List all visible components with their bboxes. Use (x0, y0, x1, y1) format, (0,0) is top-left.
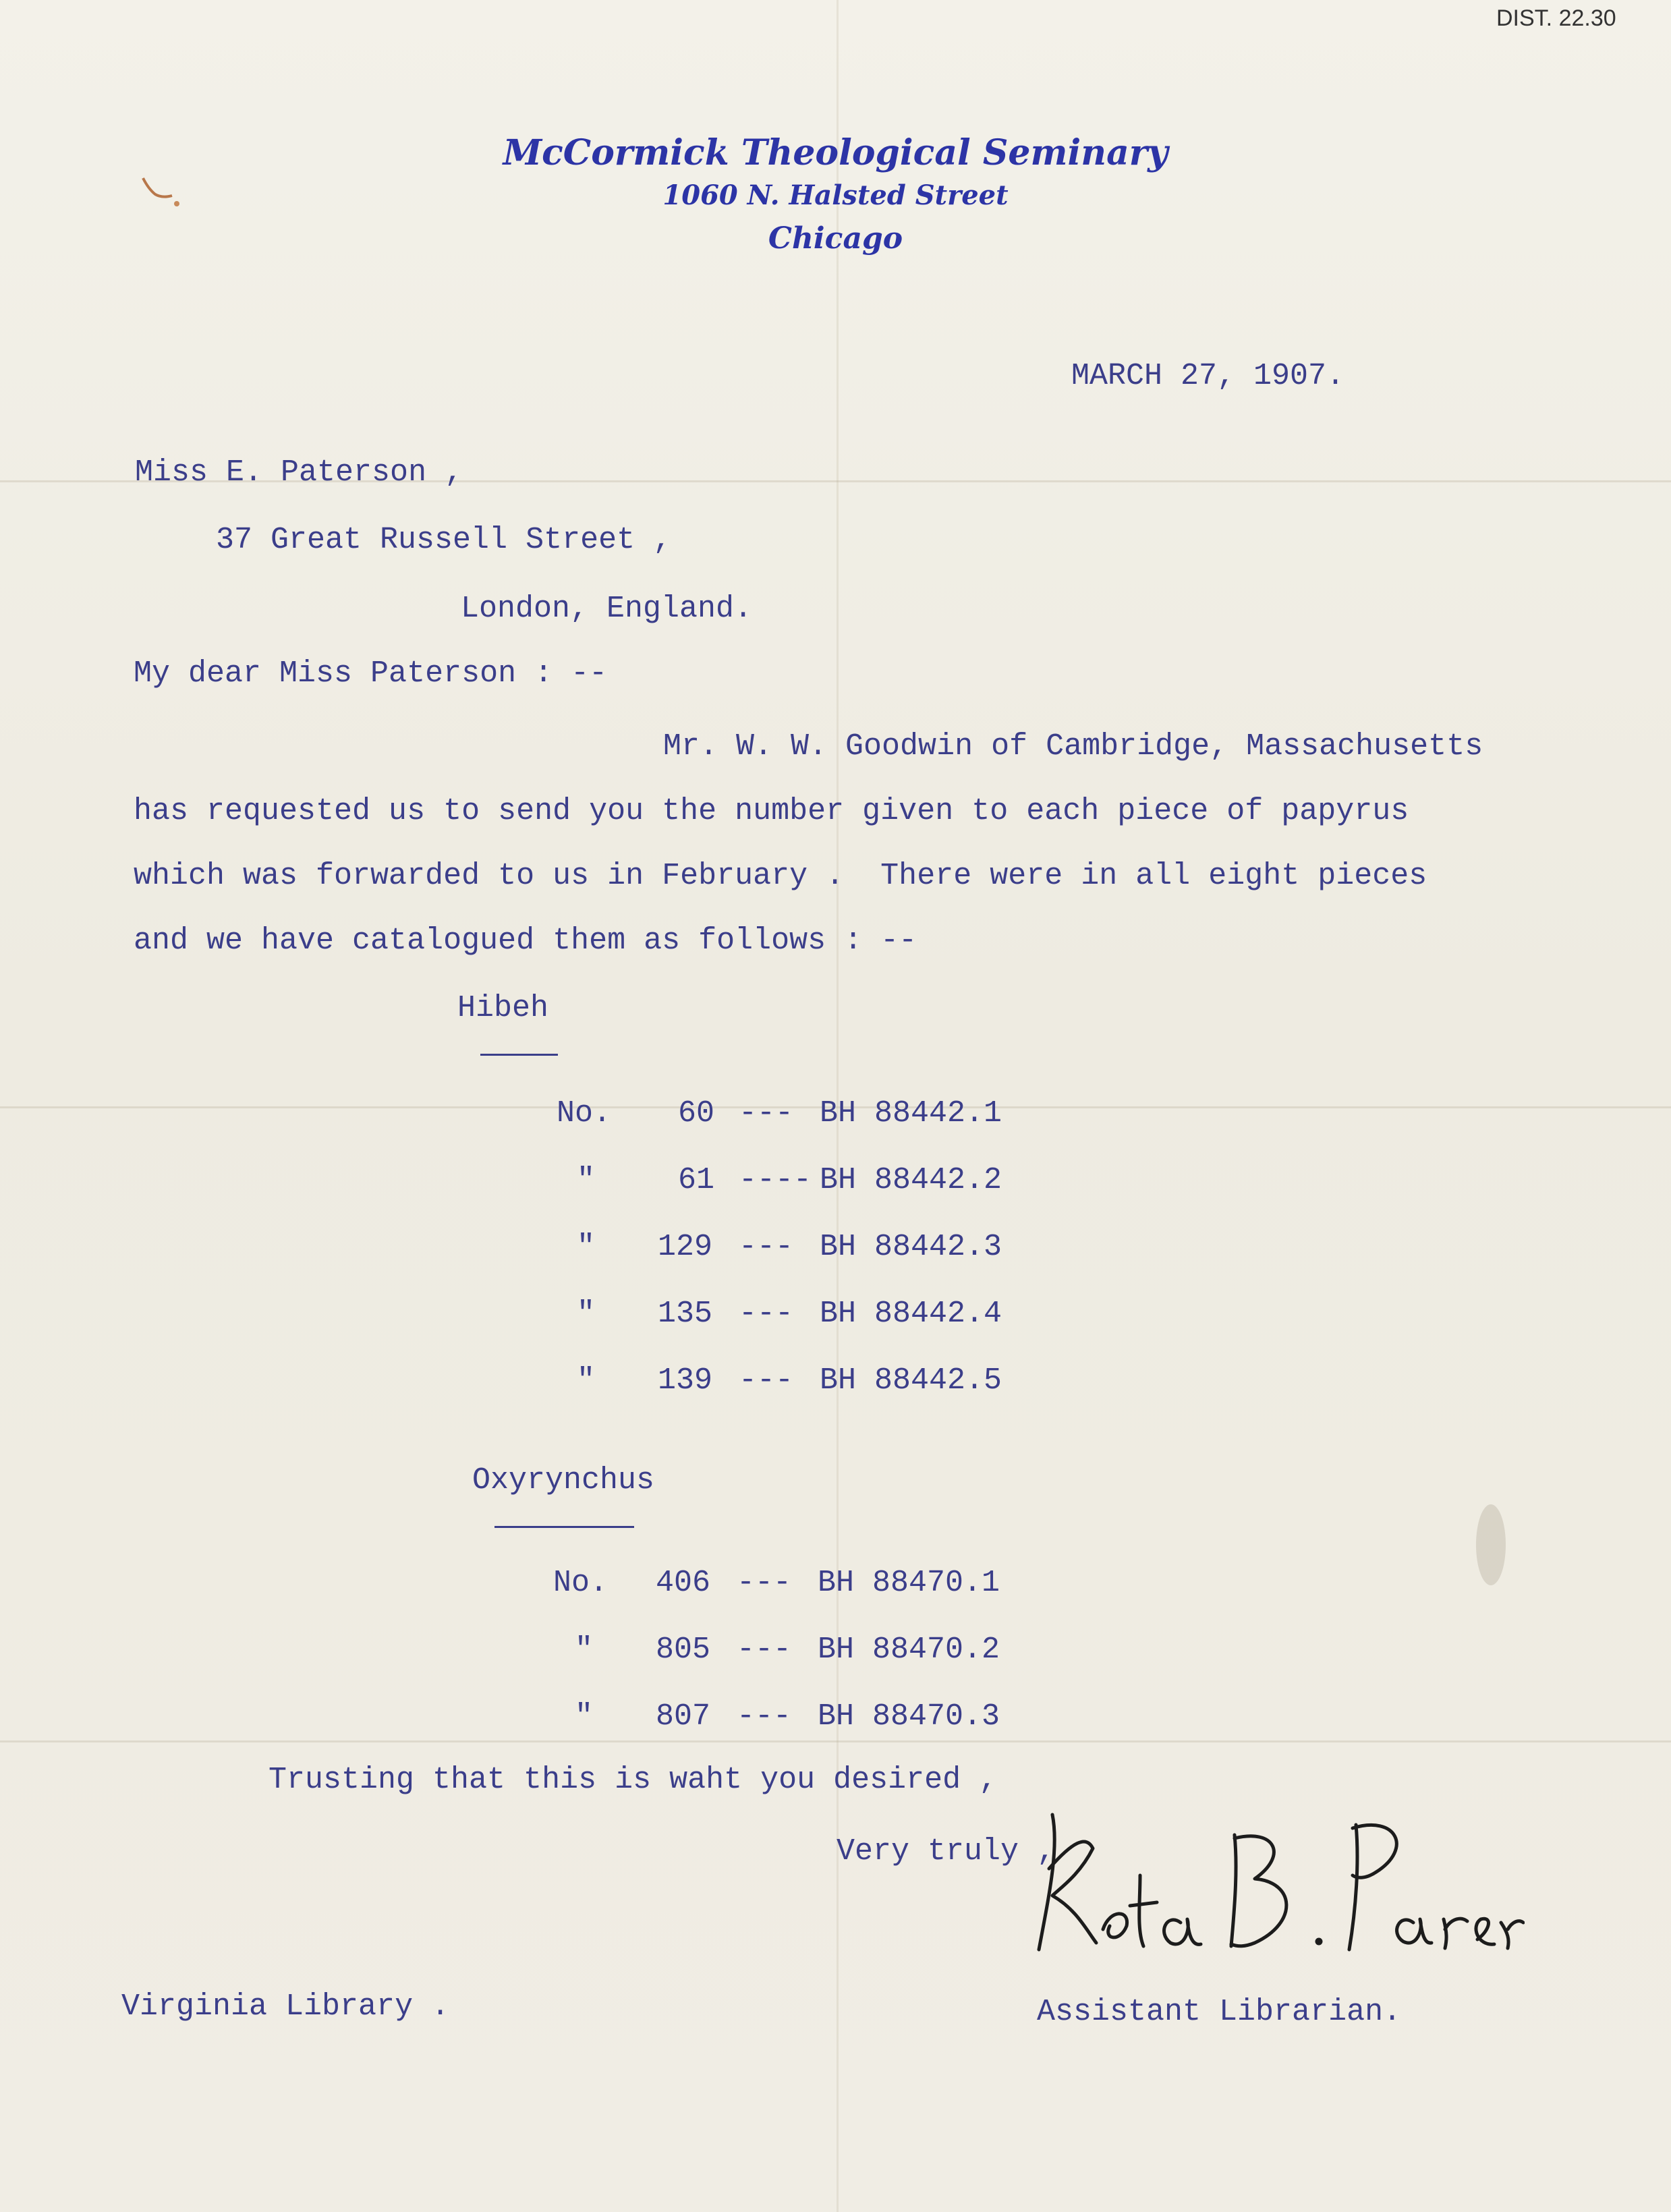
catalogue-code: BH 88442.1 (820, 1096, 1002, 1131)
catalogue-code: BH 88442.4 (820, 1297, 1002, 1331)
signer-title: Assistant Librarian. (1037, 1995, 1402, 2029)
closing-trusting: Trusting that this is waht you desired , (268, 1763, 998, 1797)
catalogue-separator: --- (739, 1363, 794, 1398)
oxyrynchus-heading: Oxyrynchus (472, 1463, 655, 1498)
catalogue-number: 807 (656, 1699, 711, 1734)
catalogue-prefix: " (577, 1230, 596, 1264)
catalogue-prefix: " (577, 1363, 596, 1398)
letterhead-name: McCormick Theological Seminary (503, 132, 1168, 173)
recipient-city: London, England. (461, 592, 753, 626)
catalogue-code: BH 88470.3 (818, 1699, 1000, 1734)
catalogue-separator: --- (737, 1699, 792, 1734)
closing-very-truly: Very truly , (837, 1834, 1056, 1869)
catalogue-code: BH 88470.1 (818, 1566, 1000, 1600)
catalogue-prefix: " (577, 1297, 596, 1331)
catalogue-separator: --- (739, 1297, 794, 1331)
body-line: which was forwarded to us in February . There were in all eight pieces (134, 859, 1427, 893)
catalogue-number: 60 (678, 1096, 715, 1131)
catalogue-code: BH 88442.5 (820, 1363, 1002, 1398)
recipient-name: Miss E. Paterson , (135, 455, 463, 490)
body-line: and we have catalogued them as follows : -- (134, 924, 917, 958)
catalogue-prefix: " (575, 1633, 594, 1667)
body-line: Mr. W. W. Goodwin of Cambridge, Massachusetts (663, 729, 1483, 764)
letterhead-city: Chicago (768, 221, 903, 256)
salutation: My dear Miss Paterson : -- (134, 656, 608, 691)
catalogue-separator: --- (739, 1096, 794, 1131)
catalogue-prefix: No. (553, 1566, 608, 1600)
signature (1012, 1788, 1525, 1983)
catalogue-code: BH 88442.2 (820, 1163, 1002, 1197)
catalogue-separator: --- (739, 1230, 794, 1264)
catalogue-separator: ---- (739, 1163, 812, 1197)
catalogue-number: 129 (658, 1230, 713, 1264)
recipient-street: 37 Great Russell Street , (216, 523, 672, 557)
heading-underline (494, 1526, 634, 1528)
body-line: has requested us to send you the number given to each piece of papyrus (134, 794, 1409, 828)
catalogue-number: 135 (658, 1297, 713, 1331)
paper-fold (0, 1740, 1671, 1742)
catalogue-code: BH 88470.2 (818, 1633, 1000, 1667)
catalogue-prefix: " (575, 1699, 594, 1734)
letterhead-address: 1060 N. Halsted Street (662, 179, 1009, 211)
catalogue-separator: --- (737, 1633, 792, 1667)
catalogue-prefix: No. (557, 1096, 612, 1131)
letter-date: MARCH 27, 1907. (1071, 359, 1345, 393)
heading-underline (480, 1054, 558, 1056)
catalogue-separator: --- (737, 1566, 792, 1600)
paper-smudge (1464, 1491, 1518, 1599)
catalogue-code: BH 88442.3 (820, 1230, 1002, 1264)
catalogue-prefix: " (577, 1163, 596, 1197)
catalogue-number: 139 (658, 1363, 713, 1398)
library-name: Virginia Library . (121, 1989, 450, 2024)
hibeh-heading: Hibeh (457, 991, 549, 1025)
archive-reference: DIST. 22.30 (1496, 5, 1616, 31)
catalogue-number: 805 (656, 1633, 711, 1667)
catalogue-number: 406 (656, 1566, 711, 1600)
catalogue-number: 61 (678, 1163, 715, 1197)
